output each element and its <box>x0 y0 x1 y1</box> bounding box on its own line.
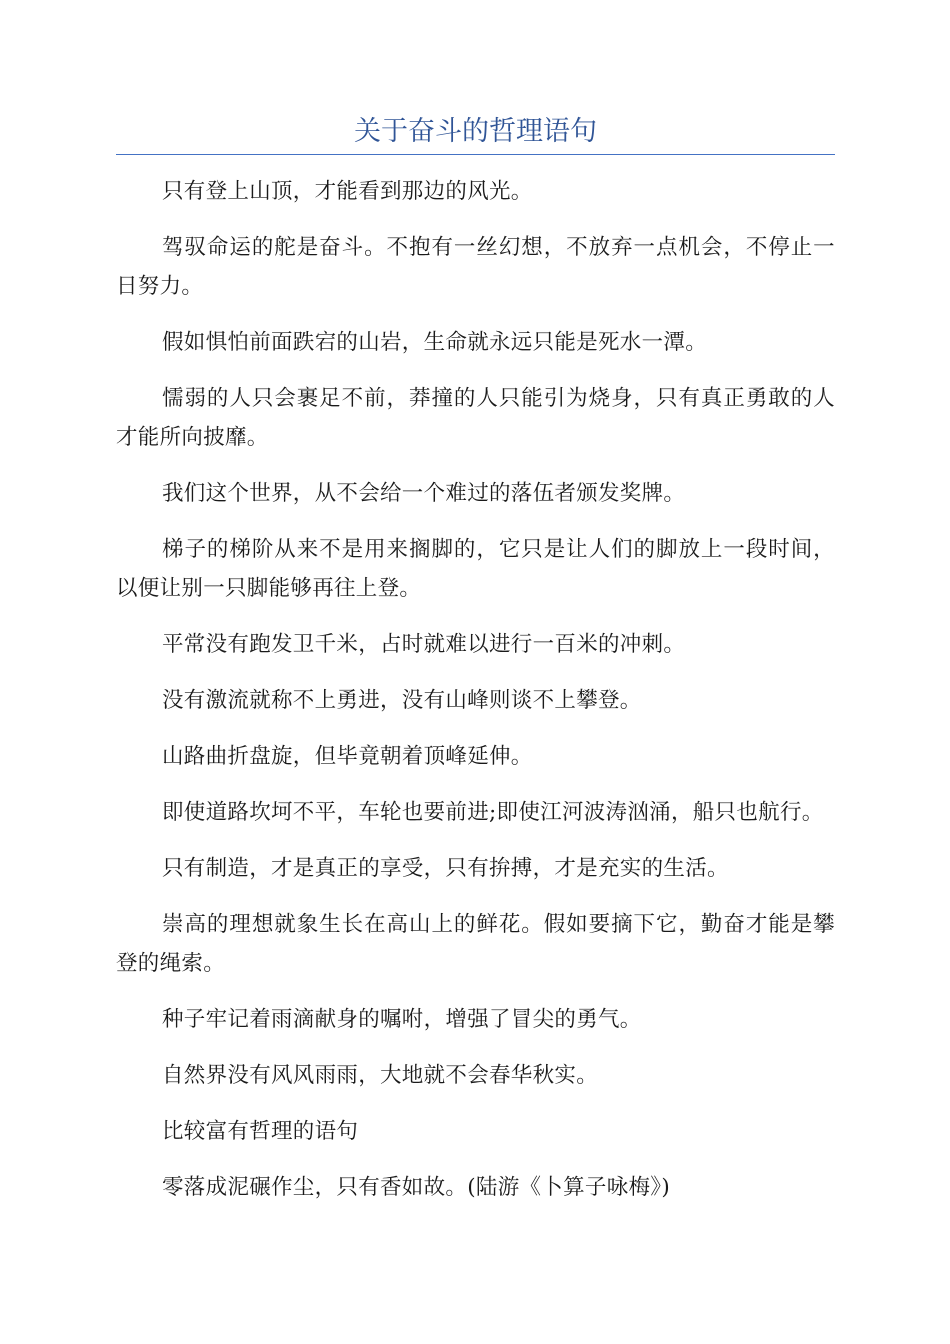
page-title: 关于奋斗的哲理语句 <box>354 116 597 147</box>
paragraph: 种子牢记着雨滴献身的嘱咐，增强了冒尖的勇气。 <box>162 1007 642 1032</box>
section-heading: 比较富有哲理的语句 <box>162 1119 359 1144</box>
paragraph: 平常没有跑发卫千米，占时就难以进行一百米的冲刺。 <box>162 632 686 657</box>
paragraph: 只有制造，才是真正的享受，只有拚搏，才是充实的生活。 <box>162 856 729 881</box>
title-underline <box>116 154 835 155</box>
document-body <box>116 172 835 1224</box>
paragraph: 梯子的梯阶从来不是用来搁脚的，它只是让人们的脚放上一段时间，以便让别一只脚能够再往上登。 <box>116 537 835 601</box>
paragraph: 驾驭命运的舵是奋斗。不抱有一丝幻想，不放弃一点机会，不停止一日努力。 <box>116 235 835 299</box>
paragraph: 只有登上山顶，才能看到那边的风光。 <box>162 179 533 204</box>
paragraph: 假如惧怕前面跌宕的山岩，生命就永远只能是死水一潭。 <box>162 330 708 355</box>
paragraph: 自然界没有风风雨雨，大地就不会春华秋实。 <box>162 1063 599 1088</box>
paragraph: 崇高的理想就象生长在高山上的鲜花。假如要摘下它，勤奋才能是攀登的绳索。 <box>116 912 835 976</box>
paragraph: 即使道路坎坷不平，车轮也要前进;即使江河波涛汹涌，船只也航行。 <box>162 800 824 825</box>
paragraph: 我们这个世界，从不会给一个难过的落伍者颁发奖牌。 <box>162 481 686 506</box>
paragraph: 零落成泥碾作尘，只有香如故。(陆游《卜算子咏梅》) <box>162 1175 671 1200</box>
paragraph: 懦弱的人只会裹足不前，莽撞的人只能引为烧身，只有真正勇敢的人才能所向披靡。 <box>116 386 835 450</box>
paragraph: 山路曲折盘旋，但毕竟朝着顶峰延伸。 <box>162 744 533 769</box>
paragraph: 没有激流就称不上勇进，没有山峰则谈不上攀登。 <box>162 688 642 713</box>
